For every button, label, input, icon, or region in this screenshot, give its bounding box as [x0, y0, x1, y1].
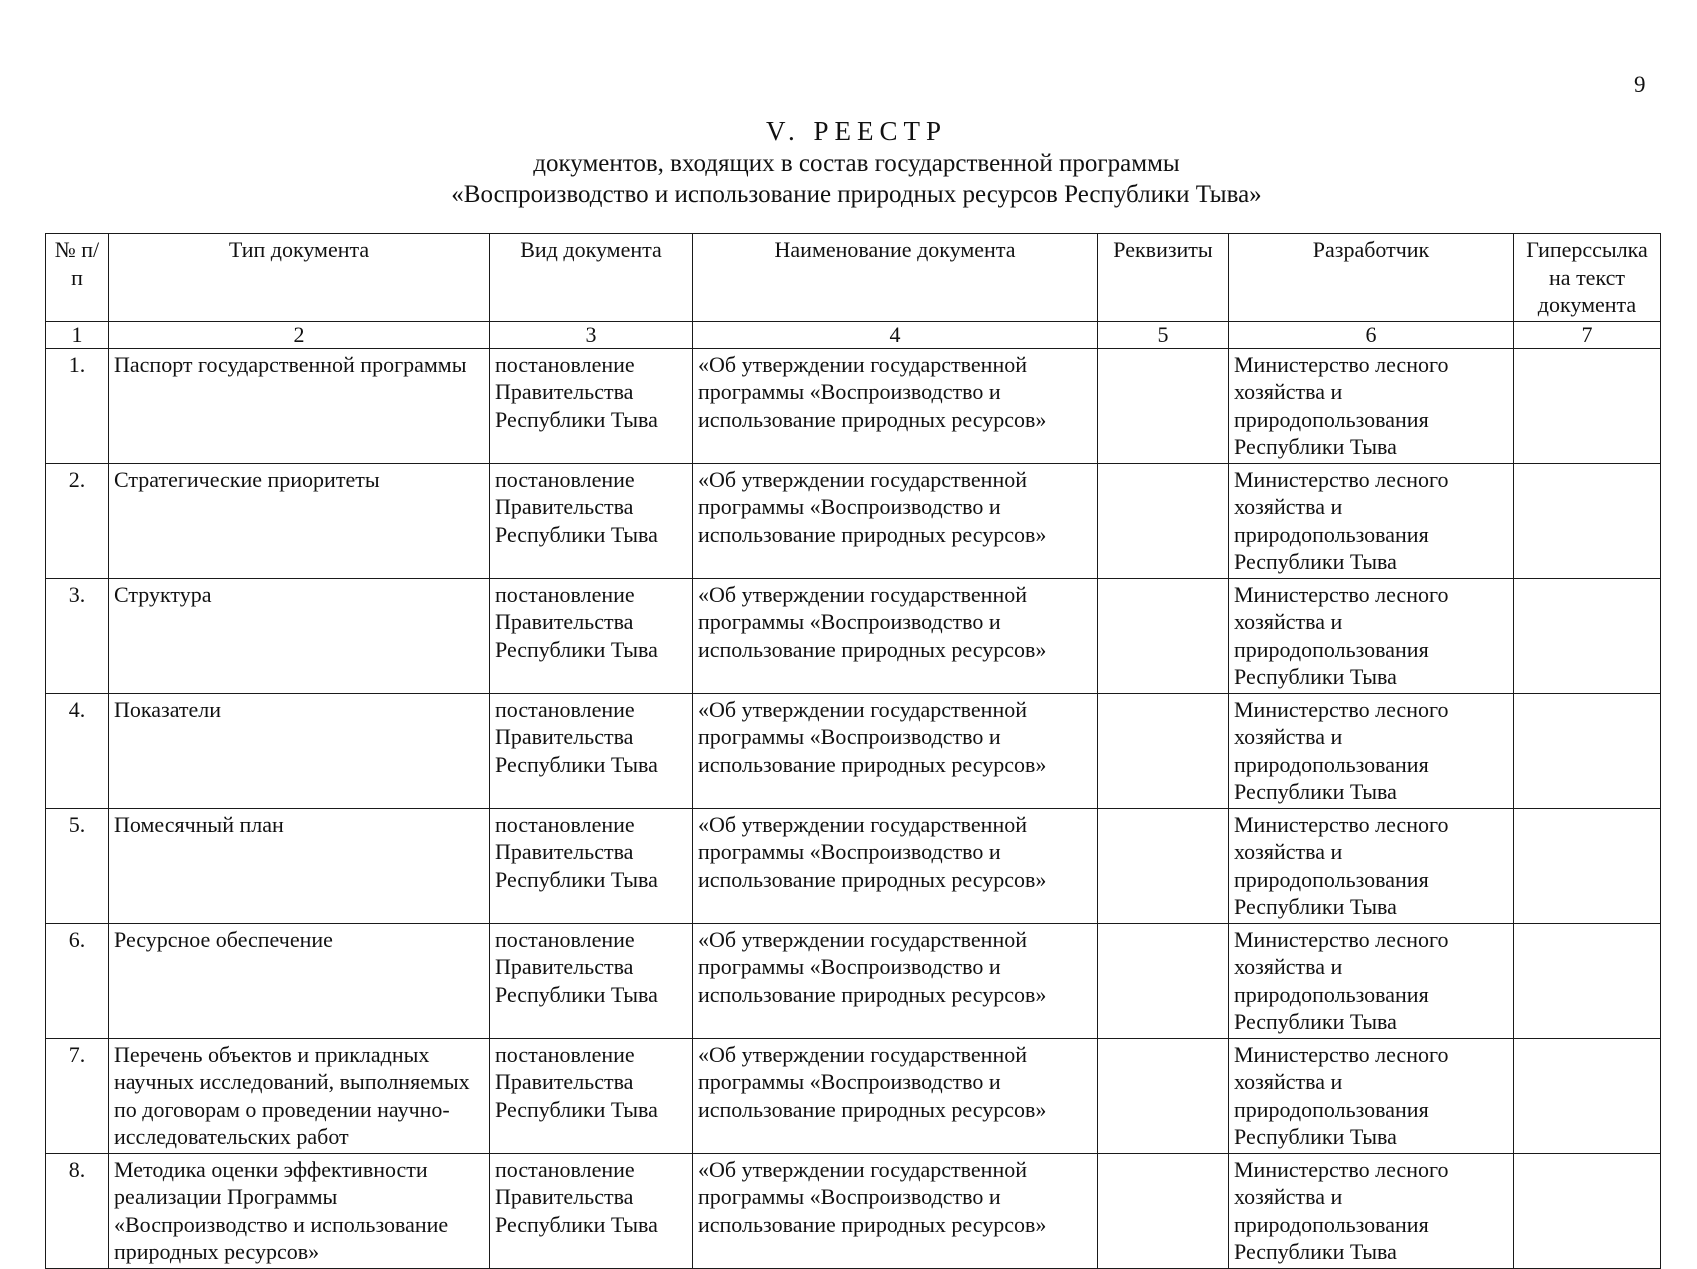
- header-cell-developer: Разработчик: [1229, 234, 1514, 322]
- row-number: 5.: [46, 808, 109, 923]
- document-requisites: [1098, 808, 1229, 923]
- document-name: «Об утверждении государственной программы «Воспроизводство и использование природных ресурсов»: [693, 808, 1098, 923]
- document-kind: постановление Правительства Республики Тыва: [490, 1038, 693, 1153]
- title-main: V. РЕЕСТР: [765, 116, 948, 146]
- document-type: Паспорт государственной программы: [109, 348, 490, 463]
- header-row: [46, 234, 1661, 322]
- column-number-row: [46, 321, 1661, 348]
- header-cell-doc-name: Наименование документа: [693, 234, 1098, 322]
- table-row: [46, 578, 1661, 693]
- document-developer: Министерство лесного хозяйства и природопользования Республики Тыва: [1229, 463, 1514, 578]
- document-requisites: [1098, 923, 1229, 1038]
- document-developer: Министерство лесного хозяйства и природопользования Республики Тыва: [1229, 693, 1514, 808]
- column-number: 4: [693, 321, 1098, 348]
- document-kind: постановление Правительства Республики Тыва: [490, 923, 693, 1038]
- document-requisites: [1098, 348, 1229, 463]
- document-name: «Об утверждении государственной программы «Воспроизводство и использование природных ресурсов»: [693, 1038, 1098, 1153]
- document-hyperlink: [1514, 578, 1661, 693]
- document-requisites: [1098, 693, 1229, 808]
- header-cell-number: № п/п: [46, 234, 109, 322]
- row-number: 6.: [46, 923, 109, 1038]
- document-kind: постановление Правительства Республики Тыва: [490, 693, 693, 808]
- row-number: 3.: [46, 578, 109, 693]
- document-type: Структура: [109, 578, 490, 693]
- table-row: [46, 463, 1661, 578]
- document-hyperlink: [1514, 348, 1661, 463]
- document-type: Методика оценки эффективности реализации Программы «Воспроизводство и использование природных ресурсов»: [109, 1153, 490, 1268]
- table-row: [46, 1038, 1661, 1153]
- document-requisites: [1098, 1038, 1229, 1153]
- document-type: Помесячный план: [109, 808, 490, 923]
- column-number: 3: [490, 321, 693, 348]
- title-line-2: документов, входящих в состав государственной программы: [533, 150, 1180, 177]
- document-type: Ресурсное обеспечение: [109, 923, 490, 1038]
- column-number: 6: [1229, 321, 1514, 348]
- document-name: «Об утверждении государственной программы «Воспроизводство и использование природных ресурсов»: [693, 1153, 1098, 1268]
- document-kind: постановление Правительства Республики Тыва: [490, 348, 693, 463]
- document-name: «Об утверждении государственной программы «Воспроизводство и использование природных ресурсов»: [693, 923, 1098, 1038]
- document-developer: Министерство лесного хозяйства и природопользования Республики Тыва: [1229, 808, 1514, 923]
- table-row: [46, 1153, 1661, 1268]
- page-number: 9: [1634, 72, 1646, 97]
- registry-table: [45, 233, 1661, 1269]
- document-hyperlink: [1514, 463, 1661, 578]
- header-cell-requisites: Реквизиты: [1098, 234, 1229, 322]
- table-body: [46, 321, 1661, 1268]
- document-developer: Министерство лесного хозяйства и природопользования Республики Тыва: [1229, 348, 1514, 463]
- document-type: Перечень объектов и прикладных научных исследований, выполняемых по договорам о проведении научно-исследовательских работ: [109, 1038, 490, 1153]
- row-number: 7.: [46, 1038, 109, 1153]
- document-developer: Министерство лесного хозяйства и природопользования Республики Тыва: [1229, 1038, 1514, 1153]
- header-cell-hyperlink: Гиперссылка на текст документа: [1514, 234, 1661, 322]
- header-cell-doc-kind: Вид документа: [490, 234, 693, 322]
- column-number: 1: [46, 321, 109, 348]
- document-type: Стратегические приоритеты: [109, 463, 490, 578]
- row-number: 2.: [46, 463, 109, 578]
- document-developer: Министерство лесного хозяйства и природопользования Республики Тыва: [1229, 923, 1514, 1038]
- title-line-3: «Воспроизводство и использование природных ресурсов Республики Тыва»: [451, 181, 1262, 208]
- table-row: [46, 693, 1661, 808]
- document-developer: Министерство лесного хозяйства и природопользования Республики Тыва: [1229, 578, 1514, 693]
- document-hyperlink: [1514, 1153, 1661, 1268]
- document-kind: постановление Правительства Республики Тыва: [490, 463, 693, 578]
- document-requisites: [1098, 463, 1229, 578]
- document-name: «Об утверждении государственной программы «Воспроизводство и использование природных ресурсов»: [693, 578, 1098, 693]
- row-number: 1.: [46, 348, 109, 463]
- document-kind: постановление Правительства Республики Тыва: [490, 578, 693, 693]
- row-number: 8.: [46, 1153, 109, 1268]
- document-hyperlink: [1514, 923, 1661, 1038]
- document-kind: постановление Правительства Республики Тыва: [490, 1153, 693, 1268]
- column-number: 2: [109, 321, 490, 348]
- row-number: 4.: [46, 693, 109, 808]
- document-hyperlink: [1514, 693, 1661, 808]
- document-type: Показатели: [109, 693, 490, 808]
- document-name: «Об утверждении государственной программы «Воспроизводство и использование природных ресурсов»: [693, 348, 1098, 463]
- table-row: [46, 923, 1661, 1038]
- document-hyperlink: [1514, 1038, 1661, 1153]
- document-name: «Об утверждении государственной программы «Воспроизводство и использование природных ресурсов»: [693, 463, 1098, 578]
- table-row: [46, 808, 1661, 923]
- document-requisites: [1098, 578, 1229, 693]
- header-cell-doc-type: Тип документа: [109, 234, 490, 322]
- document-developer: Министерство лесного хозяйства и природопользования Республики Тыва: [1229, 1153, 1514, 1268]
- title-block: [0, 114, 1697, 210]
- table-row: [46, 348, 1661, 463]
- document-requisites: [1098, 1153, 1229, 1268]
- column-number: 5: [1098, 321, 1229, 348]
- document-kind: постановление Правительства Республики Тыва: [490, 808, 693, 923]
- document-hyperlink: [1514, 808, 1661, 923]
- column-number: 7: [1514, 321, 1661, 348]
- document-name: «Об утверждении государственной программы «Воспроизводство и использование природных ресурсов»: [693, 693, 1098, 808]
